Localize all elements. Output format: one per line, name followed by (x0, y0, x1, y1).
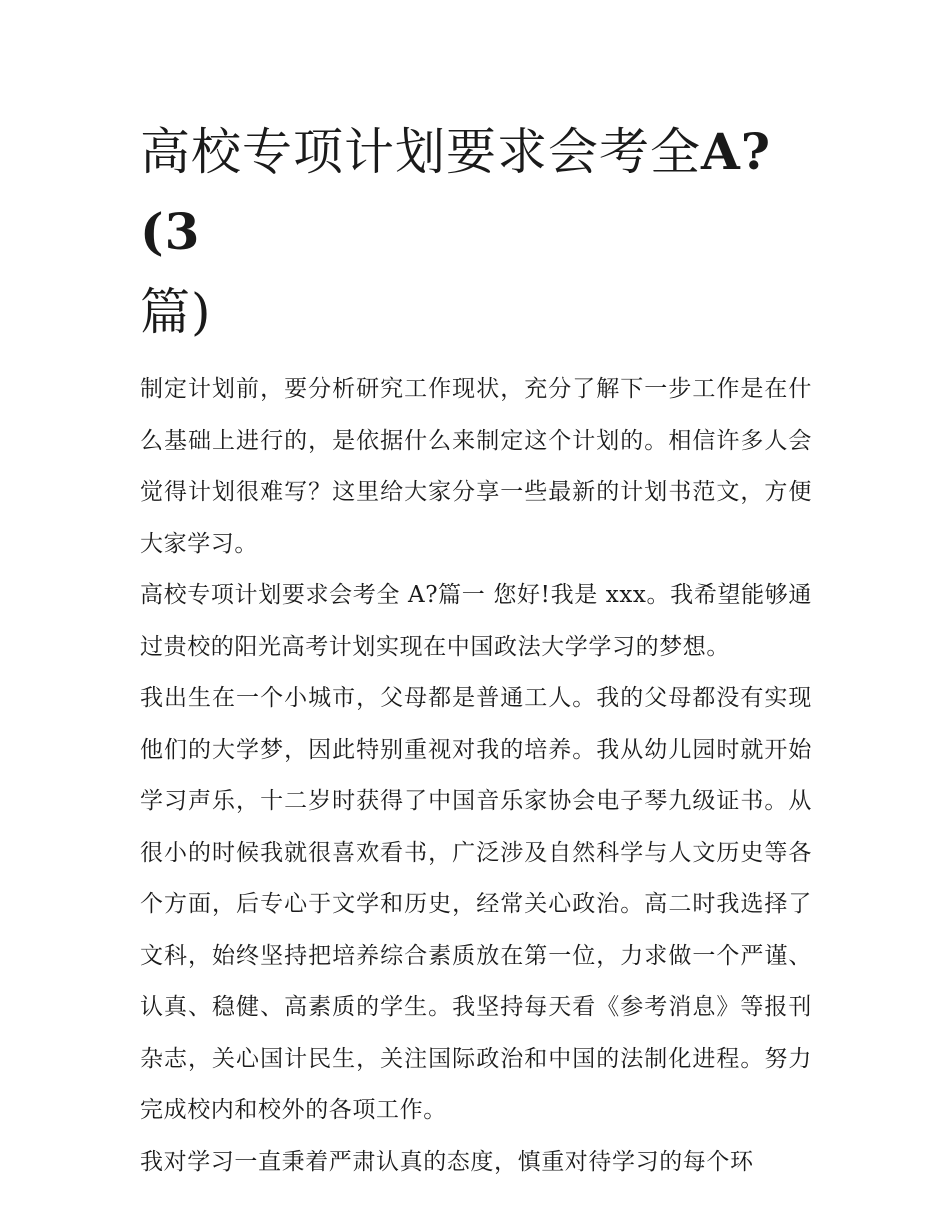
title-end: 篇) (140, 283, 212, 341)
title-latin: A?(3 (140, 122, 772, 261)
document-page (140, 112, 812, 1188)
paragraph-intro: 制定计划前，要分析研究工作现状，充分了解下一步工作是在什么基础上进行的，是依据什么来制定这个计划的。相信许多人会觉得计划很难写？这里给大家分享一些最新的计划书范文，方便大家学习。 (140, 376, 812, 557)
paragraph-letter-opening: 高校专项计划要求会考全 A?篇一 您好!我是 xxx。我希望能够通过贵校的阳光高考计划实现在中国政法大学学习的梦想。 (140, 582, 812, 660)
paragraph-background: 我出生在一个小城市，父母都是普通工人。我的父母都没有实现他们的大学梦，因此特别重视对我的培养。我从幼儿园时就开始学习声乐，十二岁时获得了中国音乐家协会电子琴九级证书。从很小的时候我就很喜欢看书，广泛涉及自然科学与人文历史等各个方面，后专心于文学和历史，经常关心政治。高二时我选择了文科，始终坚持把培养综合素质放在第一位，力求做一个严谨、认真、稳健、高素质的学生。我坚持每天看《参考消息》等报刊杂志，关心国计民生，关注国际政治和中国的法制化进程。努力完成校内和校外的各项工作。 (140, 685, 812, 1123)
title-chinese: 高校专项计划要求会考全 (140, 123, 701, 181)
paragraph-study-attitude: 我对学习一直秉着严肃认真的态度，慎重对待学习的每个环 (140, 1148, 754, 1175)
document-title (140, 112, 812, 352)
